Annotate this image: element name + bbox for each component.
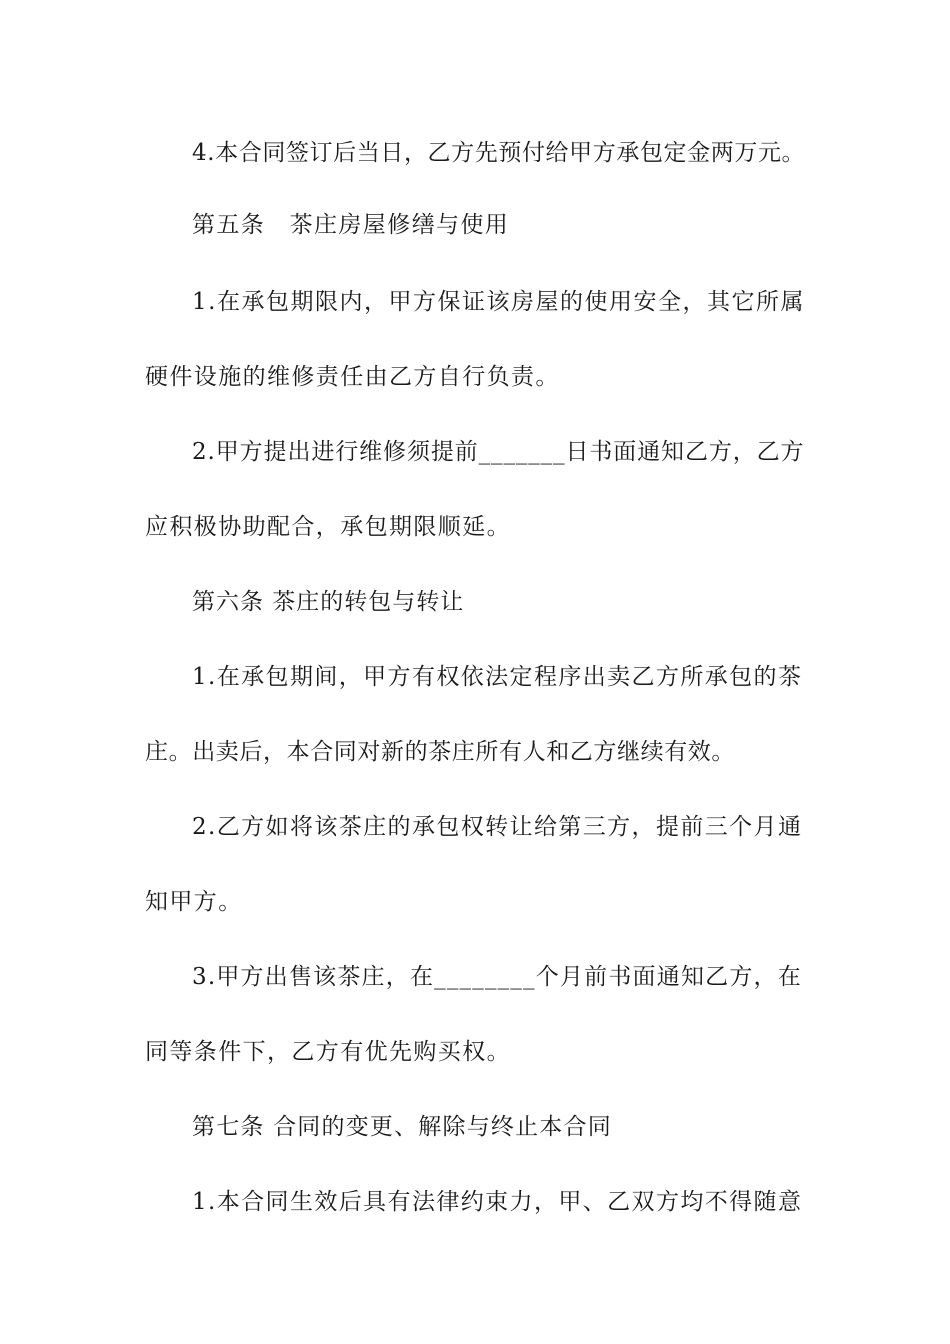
paragraph-line [0,1182,950,1222]
text-line: 1.本合同生效后具有法律约束力，甲、乙双方均不得随意 [192,1189,803,1215]
text-line: 第六条 茶庄的转包与转让 [192,589,465,615]
paragraph-line [0,432,950,472]
paragraph-line [0,133,950,173]
paragraph-line [0,282,950,322]
section-heading [0,582,950,622]
text-line: 2.乙方如将该茶庄的承包权转让给第三方，提前三个月通 [192,814,803,840]
text-line: 4.本合同签订后当日，乙方先预付给甲方承包定金两万元。 [192,140,806,166]
text-line: 第七条 合同的变更、解除与终止本合同 [192,1114,612,1140]
paragraph-line [0,657,950,697]
paragraph-line [0,807,950,847]
text-line: 第五条 茶庄房屋修缮与使用 [192,212,510,238]
text-line: 硬件设施的维修责任由乙方自行负责。 [145,364,560,390]
paragraph-line [0,882,950,922]
text-line: 庄。出卖后，本合同对新的茶庄所有人和乙方继续有效。 [145,739,735,765]
section-heading [0,1107,950,1147]
paragraph-line [0,507,950,547]
paragraph-line [0,957,950,997]
text-line: 1.在承包期限内，甲方保证该房屋的使用安全，其它所属 [192,289,805,315]
text-line: 同等条件下，乙方有优先购买权。 [145,1039,511,1065]
paragraph-line [0,732,950,772]
paragraph-line [0,357,950,397]
paragraph-line [0,1032,950,1072]
text-line: 3.甲方出售该茶庄，在________个月前书面通知乙方，在 [192,964,802,990]
text-line: 知甲方。 [145,889,243,915]
section-heading [0,205,950,245]
text-line: 1.在承包期间，甲方有权依法定程序出卖乙方所承包的茶 [192,664,803,690]
text-line: 应积极协助配合，承包期限顺延。 [145,514,511,540]
text-line: 2.甲方提出进行维修须提前_______日书面通知乙方，乙方 [192,439,805,465]
